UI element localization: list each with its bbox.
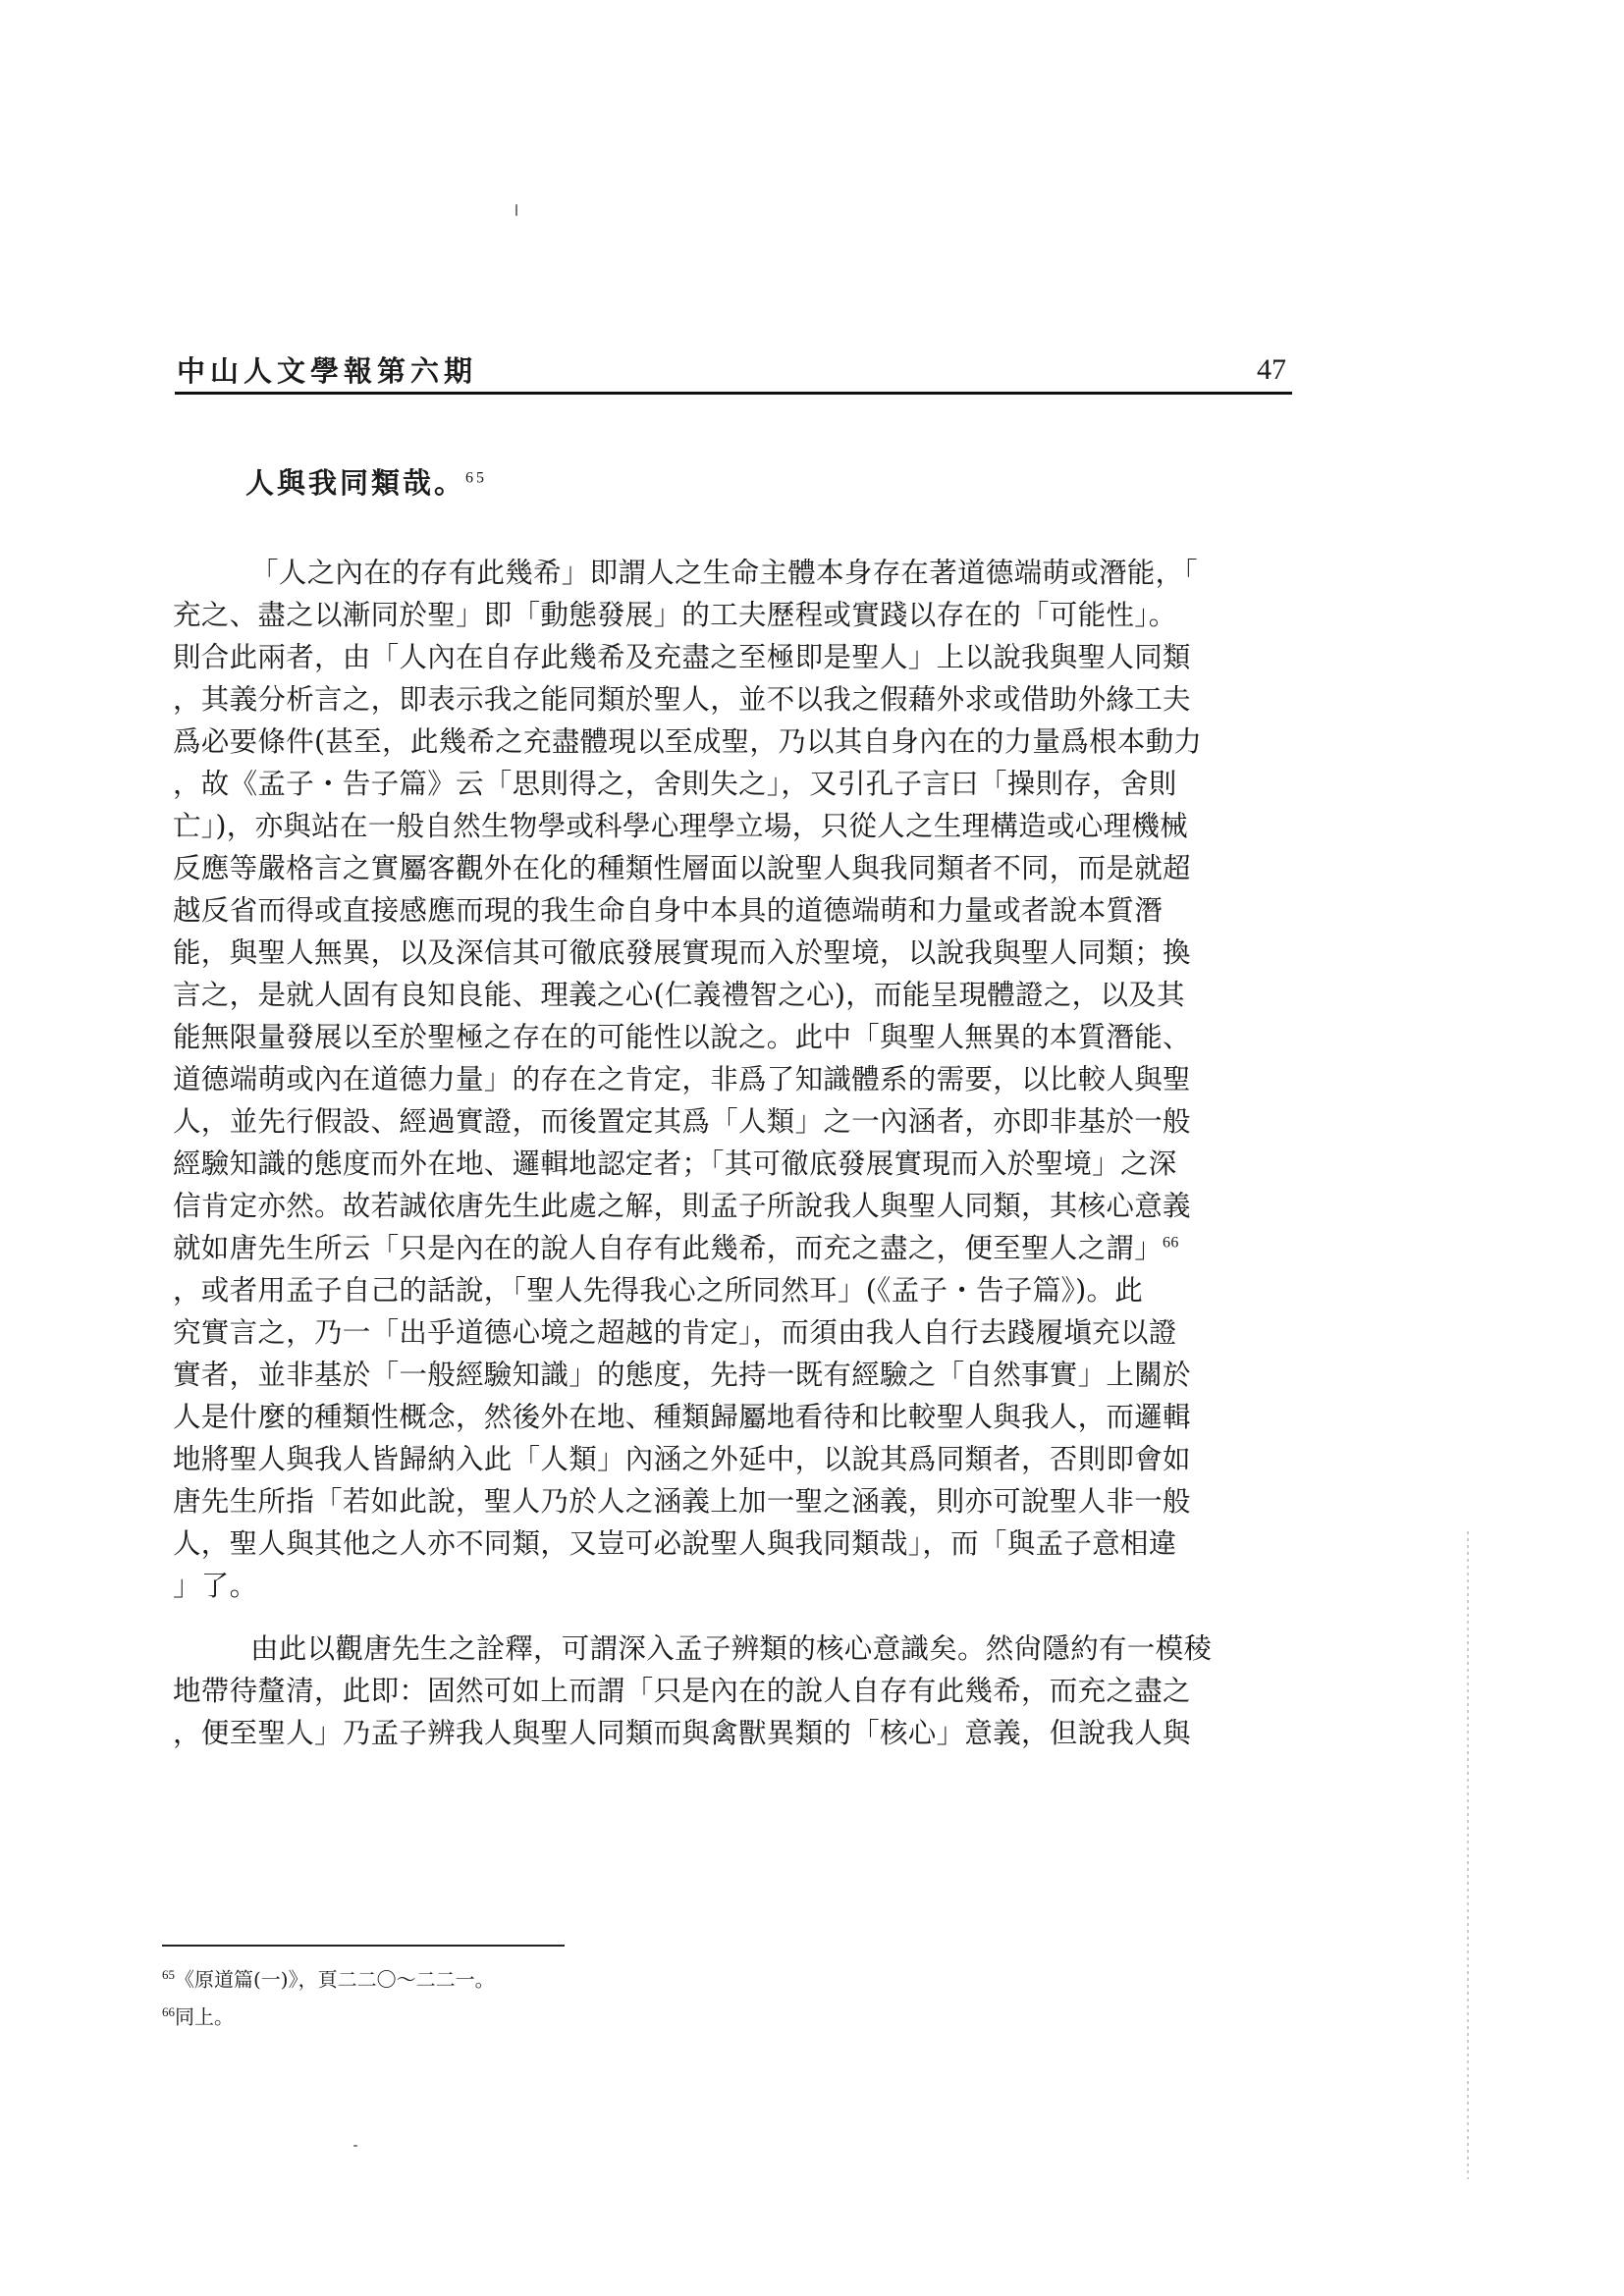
footnote-number: 65 bbox=[162, 1967, 175, 1982]
footnote-66 bbox=[162, 1999, 234, 2031]
text-line-with-note bbox=[173, 1229, 1294, 1268]
text-line: 就如唐先生所云「只是內在的說人自存有此幾希，而充之盡之，便至聖人之謂」 bbox=[173, 1232, 1164, 1264]
text-line: 反應等嚴格言之實屬客觀外在化的種類性層面以說聖人與我同類者不同，而是就超 bbox=[173, 852, 1191, 884]
text-line: 則合此兩者，由「人內在自存此幾希及充盡之至極即是聖人」上以說我與聖人同類 bbox=[173, 641, 1191, 673]
text-line: 爲必要條件(甚至，此幾希之充盡體現以至成聖，乃以其自身內在的力量爲根本動力 bbox=[173, 725, 1203, 758]
text-line: 充之、盡之以漸同於聖」即「動態發展」的工夫歷程或實踐以存在的「可能性」。 bbox=[173, 599, 1177, 631]
text-line: 人是什麼的種類性概念，然後外在地、種類歸屬地看待和比較聖人與我人，而邏輯 bbox=[173, 1401, 1191, 1433]
scan-speck bbox=[515, 204, 517, 216]
text-line: 究實言之，乃一「出乎道德心境之超越的肯定」，而須由我人自行去踐履塡充以證 bbox=[173, 1316, 1177, 1349]
text-line: 能，與聖人無異，以及深信其可徹底發展實現而入於聖境，以說我與聖人同類；換 bbox=[173, 936, 1191, 969]
text-line: ，其義分析言之，即表示我之能同類於聖人，並不以我之假藉外求或借助外緣工夫 bbox=[173, 683, 1191, 716]
text-line: ，便至聖人」乃孟子辨我人與聖人同類而與禽獸異類的「核心」意義，但說我人與 bbox=[173, 1717, 1191, 1749]
scan-speck bbox=[353, 2145, 357, 2147]
text-line: 」了。 bbox=[173, 1570, 258, 1602]
footnote-65 bbox=[162, 1961, 495, 1994]
text-line: ，故《孟子・告子篇》云「思則得之，舍則失之」，又引孔子言曰「操則存，舍則 bbox=[173, 768, 1177, 800]
scan-edge-artifact bbox=[1467, 1531, 1469, 2179]
text-line: 經驗知識的態度而外在地、邏輯地認定者；「其可徹底發展實現而入於聖境」之深 bbox=[173, 1148, 1177, 1180]
footnote-ref-66: 66 bbox=[1163, 1234, 1179, 1252]
footnote-rule bbox=[162, 1945, 565, 1947]
lead-line bbox=[245, 461, 487, 502]
lead-text: 人與我同類哉。 bbox=[245, 466, 466, 500]
text-line: 道德端萌或內在道德力量」的存在之肯定，非爲了知識體系的需要，以比較人與聖 bbox=[173, 1063, 1191, 1095]
text-line: 人，並先行假設、經過實證，而後置定其爲「人類」之一內涵者，亦即非基於一般 bbox=[173, 1105, 1191, 1138]
text-line: 由此以觀唐先生之詮釋，可謂深入孟子辨類的核心意識矣。然尙隱約有一模稜 bbox=[250, 1632, 1213, 1665]
footnote-ref-65: 65 bbox=[465, 469, 488, 487]
page-number: 47 bbox=[1257, 353, 1286, 386]
journal-title: 中山人文學報第六期 bbox=[177, 354, 478, 388]
text-line: 言之，是就人固有良知良能、理義之心(仁義禮智之心)，而能呈現體證之，以及其 bbox=[173, 979, 1185, 1011]
header-rule bbox=[175, 392, 1292, 395]
text-line: 亡」)，亦與站在一般自然生物學或科學心理學立場，只從人之生理構造或心理機械 bbox=[173, 810, 1188, 842]
text-line: 唐先生所指「若如此說，聖人乃於人之涵義上加一聖之涵義，則亦可說聖人非一般 bbox=[173, 1485, 1191, 1518]
footnote-number: 66 bbox=[162, 2004, 175, 2019]
footnote-text: 同上。 bbox=[175, 2004, 234, 2029]
text-line: 地將聖人與我人皆歸納入此「人類」內涵之外延中，以說其爲同類者，否則即會如 bbox=[173, 1443, 1191, 1475]
text-line: 「人之內在的存有此幾希」即謂人之生命主體本身存在著道德端萌或潛能，「 bbox=[250, 557, 1198, 589]
text-line: 越反省而得或直接感應而現的我生命自身中本具的道德端萌和力量或者說本質潛 bbox=[173, 894, 1164, 927]
running-header bbox=[175, 346, 1292, 393]
text-line: 實者，並非基於「一般經驗知識」的態度，先持一既有經驗之「自然事實」上關於 bbox=[173, 1359, 1191, 1391]
text-line: 人，聖人與其他之人亦不同類，又豈可必說聖人與我同類哉」，而「與孟子意相違 bbox=[173, 1527, 1177, 1560]
text-line: 能無限量發展以至於聖極之存在的可能性以說之。此中「與聖人無異的本質潛能、 bbox=[173, 1021, 1191, 1053]
footnote-text: 《原道篇(一)》，頁二二〇～二二一。 bbox=[175, 1967, 495, 1992]
text-line: 地帶待釐清，此即：固然可如上而謂「只是內在的說人自存有此幾希，而充之盡之 bbox=[173, 1675, 1191, 1707]
text-line: ，或者用孟子自己的話說，「聖人先得我心之所同然耳」(《孟子・告子篇》)。此 bbox=[173, 1274, 1144, 1307]
text-line: 信肯定亦然。故若誠依唐先生此處之解，則孟子所說我人與聖人同類，其核心意義 bbox=[173, 1190, 1191, 1222]
